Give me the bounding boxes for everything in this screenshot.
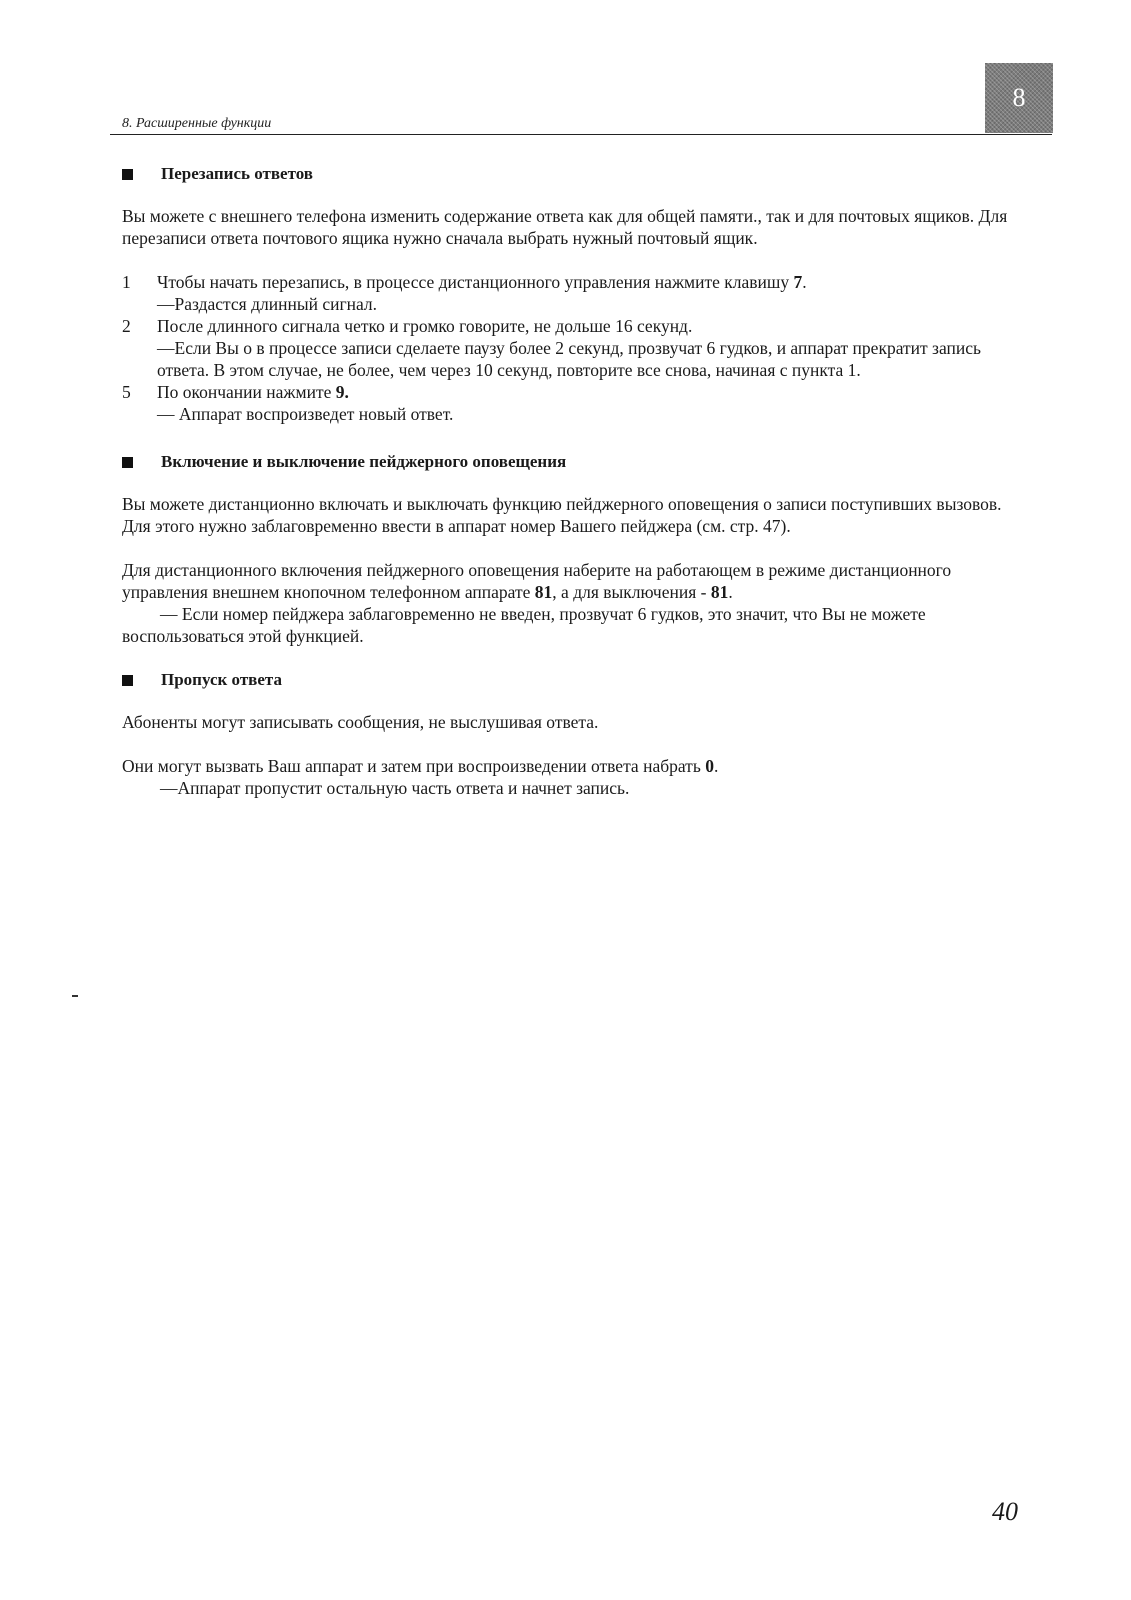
list-item	[122, 315, 1022, 381]
running-header	[110, 114, 1052, 135]
step-text	[157, 381, 1022, 403]
square-bullet-icon	[122, 457, 133, 468]
chapter-number: 8	[1012, 83, 1026, 112]
key-label: 81	[710, 582, 729, 602]
step-text: После длинного сигнала четко и громко говорите, не дольше 16 секунд.	[157, 316, 693, 336]
paragraph	[122, 755, 1022, 777]
paragraph: Вы можете дистанционно включать и выключать функцию пейджерного оповещения о записи поступивших вызовов. Для этого нужно заблаговременно ввести в аппарат номер Вашего пейджера (см. стр. 47).	[122, 494, 1002, 536]
paragraph: Вы можете с внешнего телефона изменить содержание ответа как для общей памяти., так и для почтовых ящиков. Для перезаписи ответа почтового ящика нужно сначала выбрать нужный почтовый ящик.	[122, 206, 1008, 248]
square-bullet-icon	[122, 169, 133, 180]
step-text-part: По окончании нажмите	[157, 382, 336, 402]
section-heading	[122, 163, 1022, 185]
paragraph-part: Они могут вызвать Ваш аппарат и затем при воспроизведении ответа набрать	[122, 756, 706, 776]
section-title: Включение и выключение пейджерного оповещения	[161, 452, 567, 471]
page-content	[122, 163, 1022, 799]
steps-list	[122, 271, 1022, 425]
note-paragraph: —Аппарат пропустит остальную часть ответа и начнет запись.	[160, 778, 630, 798]
step-note: —Раздастся длинный сигнал.	[157, 294, 378, 314]
paragraph: Абоненты могут записывать сообщения, не выслушивая ответа.	[122, 712, 599, 732]
section-heading	[122, 451, 1022, 473]
key-label: 81	[534, 582, 553, 602]
section-title: Перезапись ответов	[161, 164, 313, 183]
square-bullet-icon	[122, 675, 133, 686]
step-number: 1	[122, 272, 131, 292]
key-label: 9.	[335, 382, 349, 402]
paragraph	[122, 559, 1022, 603]
step-number: 2	[122, 316, 131, 336]
note-paragraph: — Если номер пейджера заблаговременно не введен, прозвучат 6 гудков, это значит, что Вы не можете воспользоваться этой функцией.	[122, 604, 926, 646]
step-note: — Аппарат воспроизведет новый ответ.	[157, 404, 454, 424]
section-title: Пропуск ответа	[161, 670, 282, 689]
step-text	[157, 271, 1022, 293]
paragraph-part: .	[713, 756, 719, 776]
section-heading	[122, 669, 1022, 691]
paragraph-part: , а для выключения -	[552, 582, 711, 602]
chapter-tab	[985, 63, 1053, 133]
step-text-part: Чтобы начать перезапись, в процессе дистанционного управления нажмите клавишу	[157, 272, 794, 292]
chapter-title: 8. Расширенные функции	[122, 116, 272, 131]
step-number: 5	[122, 382, 131, 402]
page-number: 40	[992, 1497, 1018, 1526]
list-item	[122, 271, 1022, 315]
key-label: 7	[793, 272, 803, 292]
paragraph-part: .	[728, 582, 733, 602]
step-text-part: .	[802, 272, 807, 292]
paragraph-part: Для дистанционного включения пейджерного оповещения наберите на работающем в режиме дистанционного управления внешнем кнопочном телефонном аппарате	[122, 560, 952, 602]
step-note: —Если Вы о в процессе записи сделаете паузу более 2 секунд, прозвучат 6 гудков, и аппарат прекратит запись ответа. В этом случае, не более, чем через 10 секунд, повторите все снова, начиная с пункта 1.	[157, 338, 981, 380]
key-label: 0	[705, 756, 714, 776]
scan-speck	[72, 995, 78, 997]
list-item	[122, 381, 1022, 425]
